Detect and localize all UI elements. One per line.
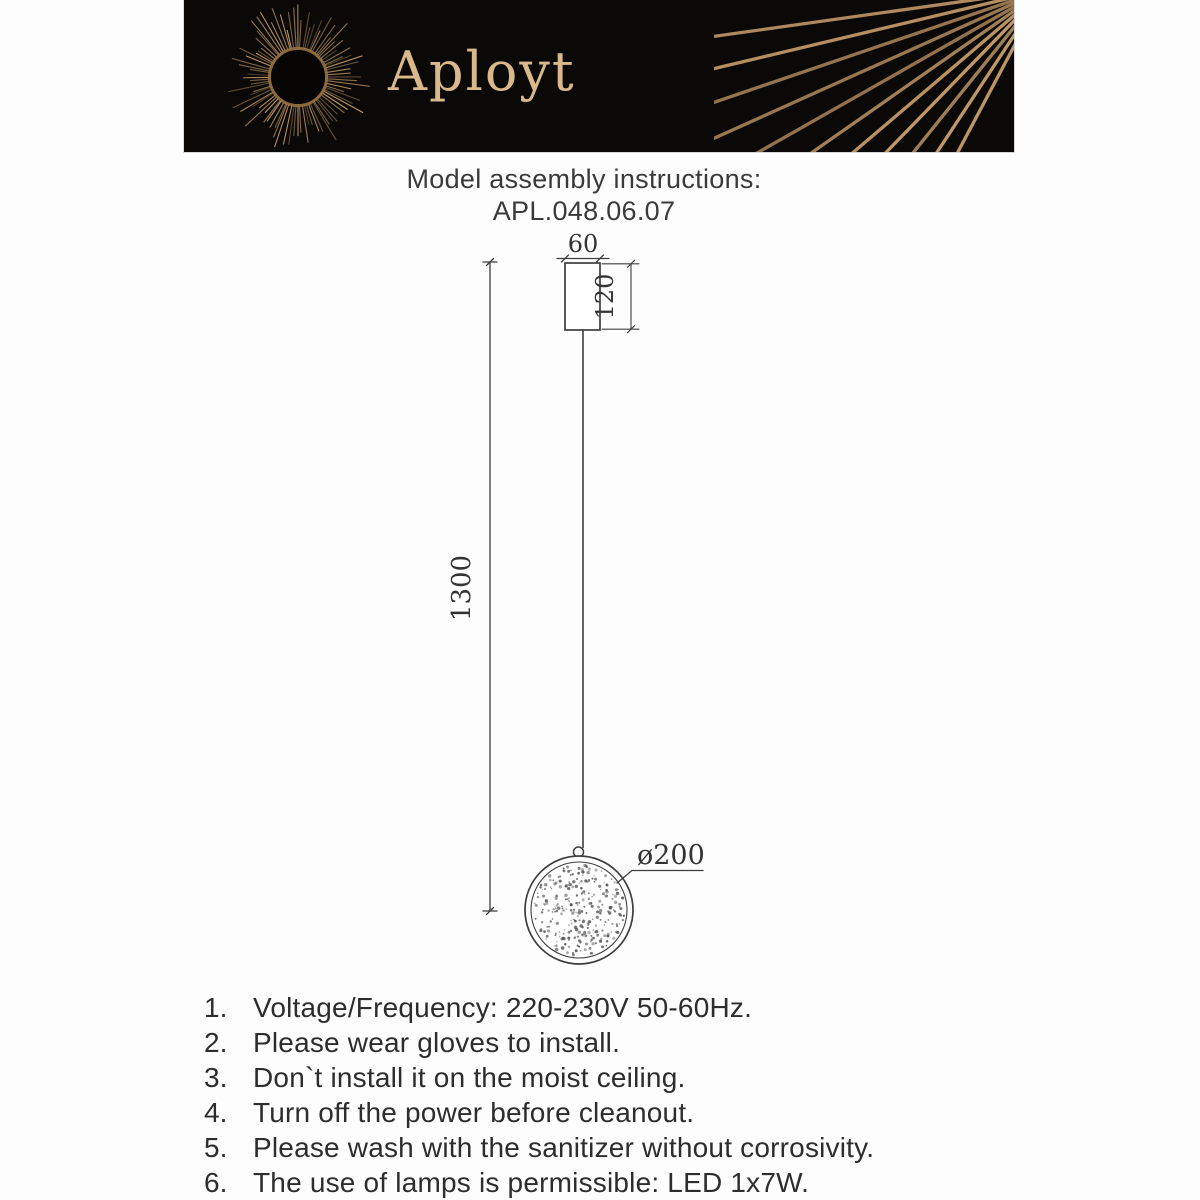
- item-number: 6.: [204, 1167, 228, 1198]
- list-item: [204, 1062, 1064, 1097]
- canopy-height-label: 120: [591, 273, 619, 320]
- sunburst-logo-icon: [218, 0, 378, 152]
- item-text: Turn off the power before cleanout.: [253, 1097, 695, 1128]
- lamp-sphere: [525, 856, 633, 964]
- list-item: [204, 1097, 1064, 1132]
- item-text: Please wear gloves to install.: [253, 1027, 621, 1058]
- item-number: 2.: [204, 1027, 228, 1058]
- assembly-diagram: [430, 224, 790, 994]
- item-number: 5.: [204, 1132, 228, 1163]
- item-text: Please wash with the sanitizer without corrosivity.: [253, 1132, 875, 1163]
- title-block: [184, 163, 984, 227]
- canopy-width-label: 60: [567, 230, 599, 258]
- brand-wordmark: Aployt: [388, 40, 576, 103]
- list-item: [204, 1132, 1064, 1167]
- item-number: 1.: [204, 992, 228, 1023]
- list-item: [204, 1167, 1064, 1200]
- model-number: APL.048.06.07: [492, 196, 676, 226]
- sphere-diameter-label: ø200: [637, 840, 705, 871]
- item-text: The use of lamps is permissible: LED 1x7W.: [253, 1167, 810, 1198]
- item-number: 3.: [204, 1062, 228, 1093]
- gold-rays-decoration: [714, 0, 1014, 152]
- page-title: Model assembly instructions:: [406, 164, 762, 194]
- drop-length-label: 1300: [447, 554, 477, 622]
- instructions-list: [204, 992, 1064, 1200]
- brand-banner: [184, 0, 1014, 152]
- item-text: Voltage/Frequency: 220-230V 50-60Hz.: [253, 992, 753, 1023]
- list-item: [204, 992, 1064, 1027]
- item-number: 4.: [204, 1097, 228, 1128]
- drop-length-dimension: [483, 259, 497, 915]
- item-text: Don`t install it on the moist ceiling.: [253, 1062, 686, 1093]
- diameter-leader-line: [617, 871, 703, 884]
- list-item: [204, 1027, 1064, 1062]
